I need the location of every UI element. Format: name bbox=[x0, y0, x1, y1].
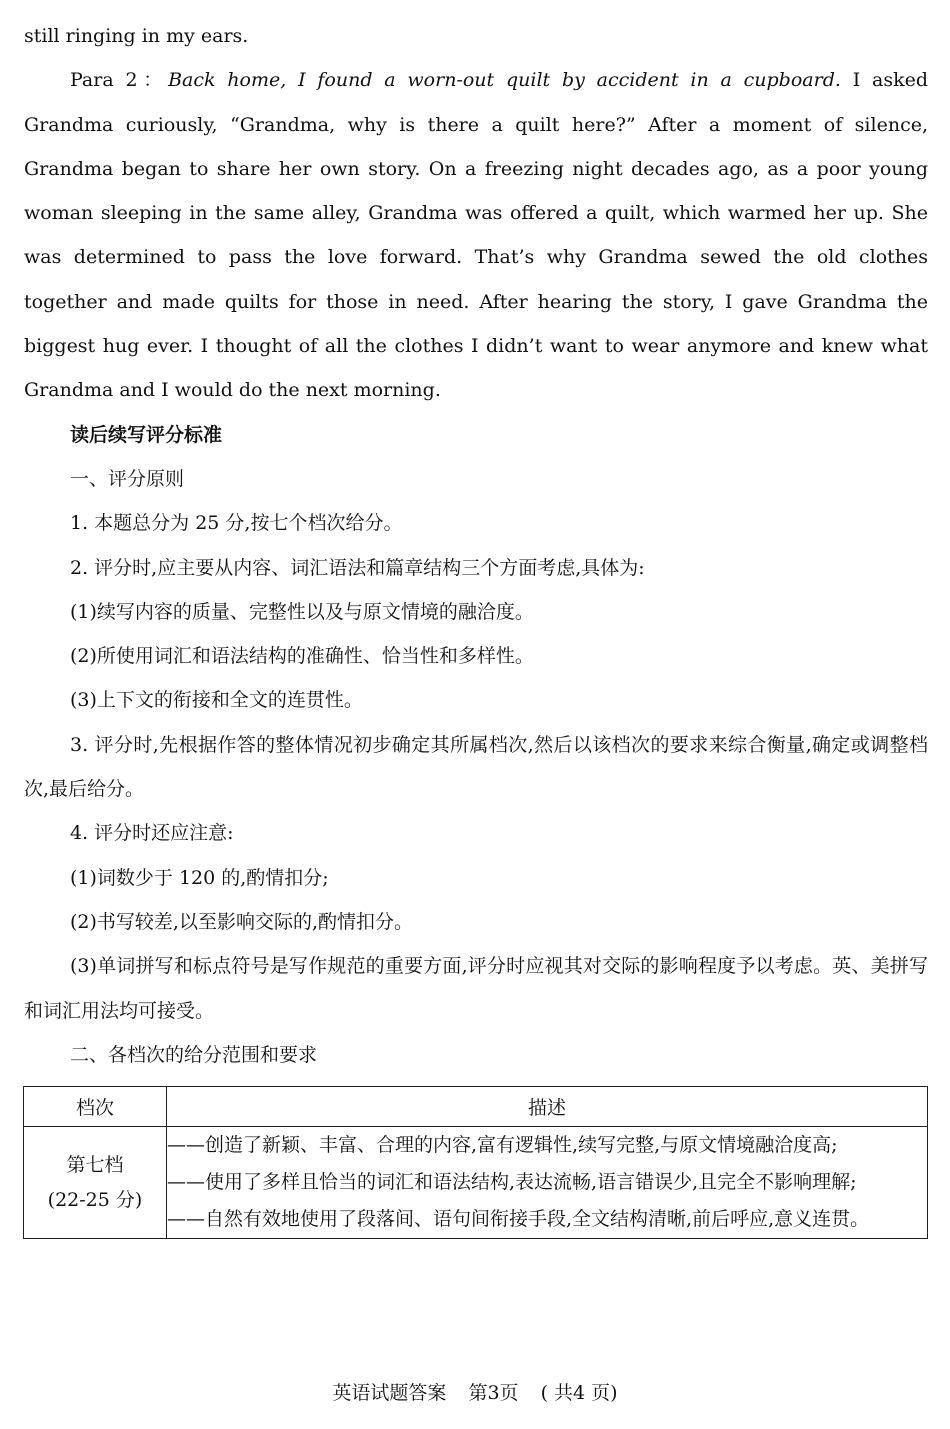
criteria-item-2-3: (3)上下文的衔接和全文的连贯性。 bbox=[70, 689, 363, 712]
level-score-range: (22-25 分) bbox=[47, 1188, 143, 1211]
story-continuation-line: still ringing in my ears. bbox=[24, 25, 249, 47]
header-description: 描述 bbox=[167, 1087, 928, 1127]
footer-subject: 英语试题答案 bbox=[332, 1382, 447, 1404]
section-1-heading: 一、评分原则 bbox=[70, 467, 185, 490]
criteria-item-2-1: (1)续写内容的质量、完整性以及与原文情境的融洽度。 bbox=[70, 600, 534, 623]
table-header-row bbox=[24, 1087, 928, 1127]
criteria-item-2: 2. 评分时,应主要从内容、词汇语法和篇章结构三个方面考虑,具体为: bbox=[70, 556, 645, 579]
story-paragraph-2 bbox=[24, 58, 928, 412]
description-line: ——使用了多样且恰当的词汇和语法结构,表达流畅,语言错误少,且完全不影响理解; bbox=[167, 1171, 857, 1193]
answer-page bbox=[24, 14, 928, 1077]
header-level: 档次 bbox=[24, 1087, 167, 1127]
criteria-item-4: 4. 评分时还应注意: bbox=[70, 822, 234, 845]
level-name: 第七档 bbox=[66, 1153, 124, 1176]
criteria-item-4-2: (2)书写较差,以至影响交际的,酌情扣分。 bbox=[70, 910, 413, 933]
description-cell bbox=[167, 1127, 928, 1239]
description-line: ——自然有效地使用了段落间、语句间衔接手段,全文结构清晰,前后呼应,意义连贯。 bbox=[167, 1208, 870, 1230]
criteria-item-1: 1. 本题总分为 25 分,按七个档次给分。 bbox=[70, 512, 403, 535]
level-cell bbox=[24, 1127, 167, 1239]
criteria-item-2-2: (2)所使用词汇和语法结构的准确性、恰当性和多样性。 bbox=[70, 645, 534, 668]
footer-total-pages: ( 共4 页) bbox=[540, 1382, 618, 1404]
para2-body: I asked Grandma curiously, “Grandma, why is there a quilt here?” After a moment of silence, Grandma began to share her own story. On a freezing night decades ago, as a poor young woman sleeping in the same alley, Grandma was offered a quilt, which warmed her up. She was determined to pass the love forward. That’s why Grandma sewed the old clothes together and made quilts for those in need. After hearing the story, I gave Grandma the biggest hug ever. I thought of all the clothes I didn’t want to wear anymore and knew what Grandma and I would do the next morning. bbox=[24, 69, 929, 402]
para2-label: Para 2： bbox=[70, 69, 169, 92]
description-line: ——创造了新颖、丰富、合理的内容,富有逻辑性,续写完整,与原文情境融洽度高; bbox=[167, 1134, 838, 1156]
para2-given-sentence: Back home, I found a worn-out quilt by accident in a cupboard. bbox=[168, 69, 841, 92]
table-row bbox=[24, 1127, 928, 1239]
page-footer bbox=[0, 1378, 950, 1408]
criteria-item-4-1: (1)词数少于 120 的,酌情扣分; bbox=[70, 866, 329, 889]
criteria-title: 读后续写评分标准 bbox=[70, 423, 223, 446]
grading-table bbox=[23, 1086, 928, 1239]
section-2-heading: 二、各档次的给分范围和要求 bbox=[70, 1043, 318, 1066]
criteria-item-3: 3. 评分时,先根据作答的整体情况初步确定其所属档次,然后以该档次的要求来综合衡量,确定或调整档次,最后给分。 bbox=[24, 733, 928, 801]
criteria-item-4-3: (3)单词拼写和标点符号是写作规范的重要方面,评分时应视其对交际的影响程度予以考虑。英、美拼写和词汇用法均可接受。 bbox=[24, 955, 928, 1022]
footer-page-number: 第3页 bbox=[468, 1382, 519, 1404]
